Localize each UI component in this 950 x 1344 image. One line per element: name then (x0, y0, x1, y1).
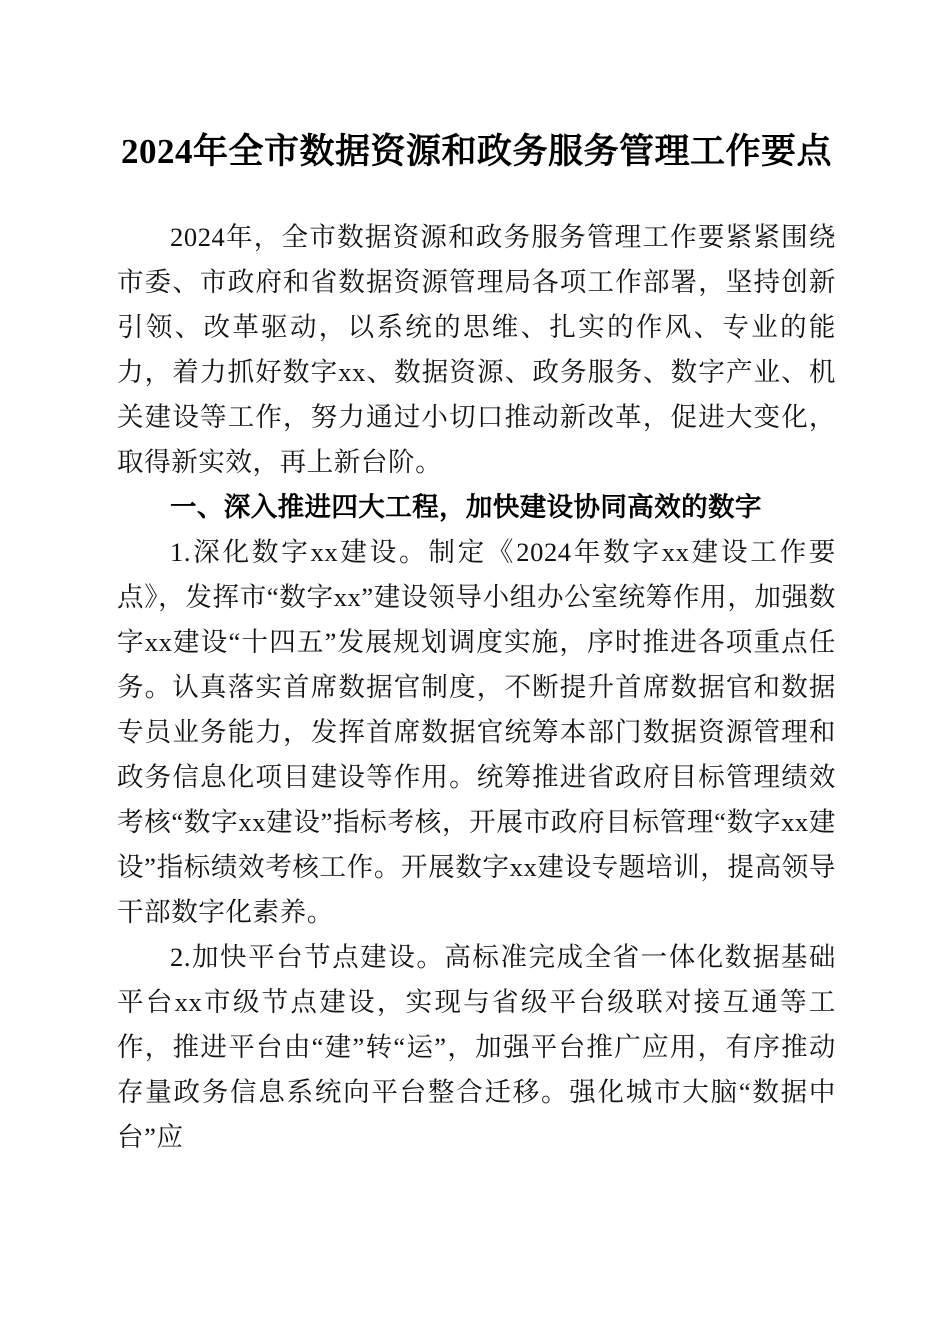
page-title: 2024年全市数据资源和政务服务管理工作要点 (120, 132, 832, 171)
section-heading-1: 一、深入推进四大工程，加快建设协同高效的数字 (170, 492, 762, 522)
intro-paragraph: 2024年，全市数据资源和政务服务管理工作要紧紧围绕市委、市政府和省数据资源管理局各项工作部署，坚持创新引领、改革驱动，以系统的思维、扎实的作风、专业的能力，着力抓好数字xx、数据资源、政务服务、数字产业、机关建设等工作，努力通过小切口推动新改革，促进大变化，取得新实效，再上新台阶。 (117, 222, 836, 477)
item-paragraph-2: 2.加快平台节点建设。高标准完成全省一体化数据基础平台xx市级节点建设，实现与省级平台级联对接互通等工作，推进平台由“建”转“运”，加强平台推广应用，有序推动存量政务信息系统向平台整合迁移。强化城市大脑“数据中台”应 (117, 942, 836, 1152)
document-body (117, 215, 836, 1160)
item-paragraph-1: 1.深化数字xx建设。制定《2024年数字xx建设工作要点》，发挥市“数字xx”建设领导小组办公室统筹作用，加强数字xx建设“十四五”发展规划调度实施，序时推进各项重点任务。认真落实首席数据官制度，不断提升首席数据官和数据专员业务能力，发挥首席数据官统筹本部门数据资源管理和政务信息化项目建设等作用。统筹推进省政府目标管理绩效考核“数字xx建设”指标考核，开展市政府目标管理“数字xx建设”指标绩效考核工作。开展数字xx建设专题培训，提高领导干部数字化素养。 (117, 537, 836, 927)
page-content-area (117, 0, 836, 1160)
